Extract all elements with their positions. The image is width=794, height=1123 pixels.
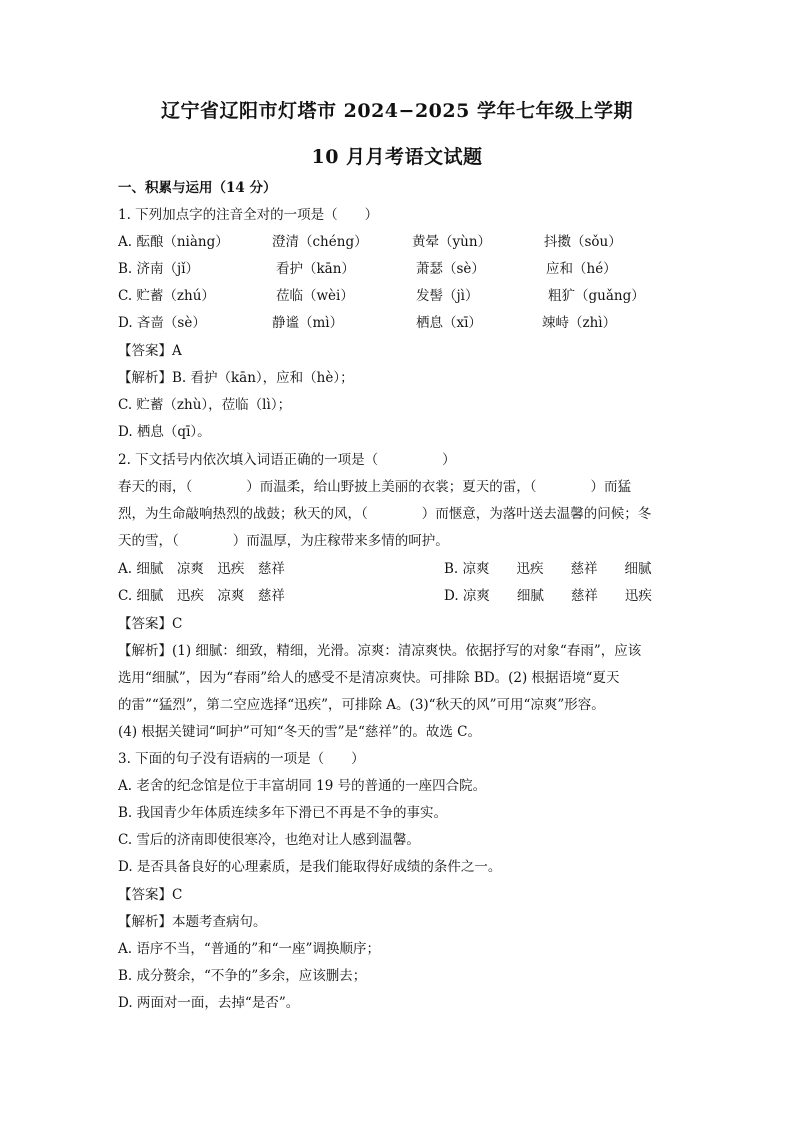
q2-option-a: A. 细腻 凉爽 迅疾 慈祥 [118,561,285,577]
q1-analysis-line1: 【解析】B. 看护（kān），应和（hè）； [118,370,354,386]
q3-analysis-line3: B. 成分赘余，“不争的”多余，应该删去； [118,968,367,984]
q2-passage-seg: 天的雪，（ [118,533,179,549]
q1-option-c-1: C. 贮蓄（zhú） [118,288,215,304]
q3-option-c: C. 雪后的济南即使很寒冷，也绝对让人感到温馨。 [118,832,420,848]
q2-option-b: B. 凉爽 迅疾 慈祥 细腻 [444,561,652,577]
q1-option-b-1: B. 济南（jǐ） [118,261,200,277]
section-heading: 一、积累与运用（14 分） [118,180,277,196]
q2-passage-seg: ）而猛 [590,479,631,495]
q1-analysis-line3: D. 栖息（qī）。 [118,424,211,440]
q1-option-c-3: 发髻（jì） [416,288,479,304]
q3-analysis-line2: A. 语序不当，“普通的”和“一座”调换顺序； [118,941,380,957]
q1-analysis-line2: C. 贮蓄（zhù），莅临（lì）； [118,397,292,413]
q1-answer: 【答案】A [118,343,182,359]
q1-option-c-4: 粗犷（guǎng） [548,288,645,304]
q1-option-a-2: 澄清（chéng） [272,234,368,250]
q1-option-d-3: 栖息（xī） [416,315,482,331]
q1-option-d-2: 静谧（mì） [272,315,344,331]
q2-passage-seg: ）而惬意，为落叶送去温馨的问候；冬 [421,506,652,522]
q3-stem: 3. 下面的句子没有语病的一项是（ ） [118,751,365,767]
q2-stem-close: ） [442,452,456,468]
q2-passage-seg: ）而温厚，为庄稼带来多情的呵护。 [232,533,449,549]
q3-answer: 【答案】C [118,887,183,903]
q2-stem [118,450,456,470]
q2-analysis-line2: 选用“细腻”，因为“春雨”给人的感受不是清凉爽快。可排除 BD。(2) 根据语境“夏天 [118,670,620,686]
q1-option-b-2: 看护（kān） [276,261,355,277]
q1-option-d-4: 竦峙（zhì） [542,315,617,331]
q3-option-a: A. 老舍的纪念馆是位于丰富胡同 19 号的普通的一座四合院。 [118,778,487,794]
q2-passage-line2 [118,504,651,524]
q3-analysis-line1: 【解析】本题考查病句。 [118,914,267,930]
q3-analysis-line4: D. 两面对一面，去掉“是否”。 [118,995,300,1011]
q1-option-a-1: A. 酝酿（niàng） [118,234,229,250]
q2-passage-line3 [118,531,449,551]
q2-analysis-line1: 【解析】(1) 细腻：细致，精细，光滑。凉爽：清凉爽快。依据抒写的对象“春雨”，应该 [118,643,642,659]
q3-option-d: D. 是否具备良好的心理素质，是我们能取得好成绩的条件之一。 [118,859,502,875]
q2-answer: 【答案】C [118,616,183,632]
q2-option-c: C. 细腻 迅疾 凉爽 慈祥 [118,588,285,604]
q1-option-b-4: 应和（hé） [546,261,617,277]
q2-option-d: D. 凉爽 细腻 慈祥 迅疾 [444,588,652,604]
q1-stem: 1. 下列加点字的注音全对的一项是（ ） [118,207,379,223]
q1-option-a-3: 黄晕（yùn） [412,234,492,250]
q1-option-d-1: D. 吝啬（sè） [118,315,206,331]
q2-stem-text: 2. 下文括号内依次填入词语正确的一项是（ [118,452,379,468]
q1-option-a-4: 抖擞（sǒu） [544,234,622,250]
doc-title-line1: 辽宁省辽阳市灯塔市 2024−2025 学年七年级上学期 [161,100,633,122]
q2-analysis-line3: 的雷”“猛烈”，第二空应选择“迅疾”，可排除 A。(3)“秋天的风”可用“凉爽”形容。 [118,697,605,713]
q2-passage-seg: 烈，为生命敲响热烈的战鼓；秋天的风，（ [118,506,368,522]
q2-passage-line1 [118,477,631,497]
q2-passage-seg: 春天的雨，（ [118,479,193,495]
q2-analysis-line4: (4) 根据关键词“呵护”可知“冬天的雪”是“慈祥”的。故选 C。 [118,724,481,740]
doc-title-line2: 10 月月考语文试题 [311,146,483,168]
q1-option-b-3: 萧瑟（sè） [416,261,485,277]
q3-option-b: B. 我国青少年体质连续多年下滑已不再是不争的事实。 [118,805,448,821]
q2-passage-seg: ）而温柔，给山野披上美丽的衣裳；夏天的雷，（ [246,479,537,495]
q1-option-c-2: 莅临（wèi） [276,288,354,304]
